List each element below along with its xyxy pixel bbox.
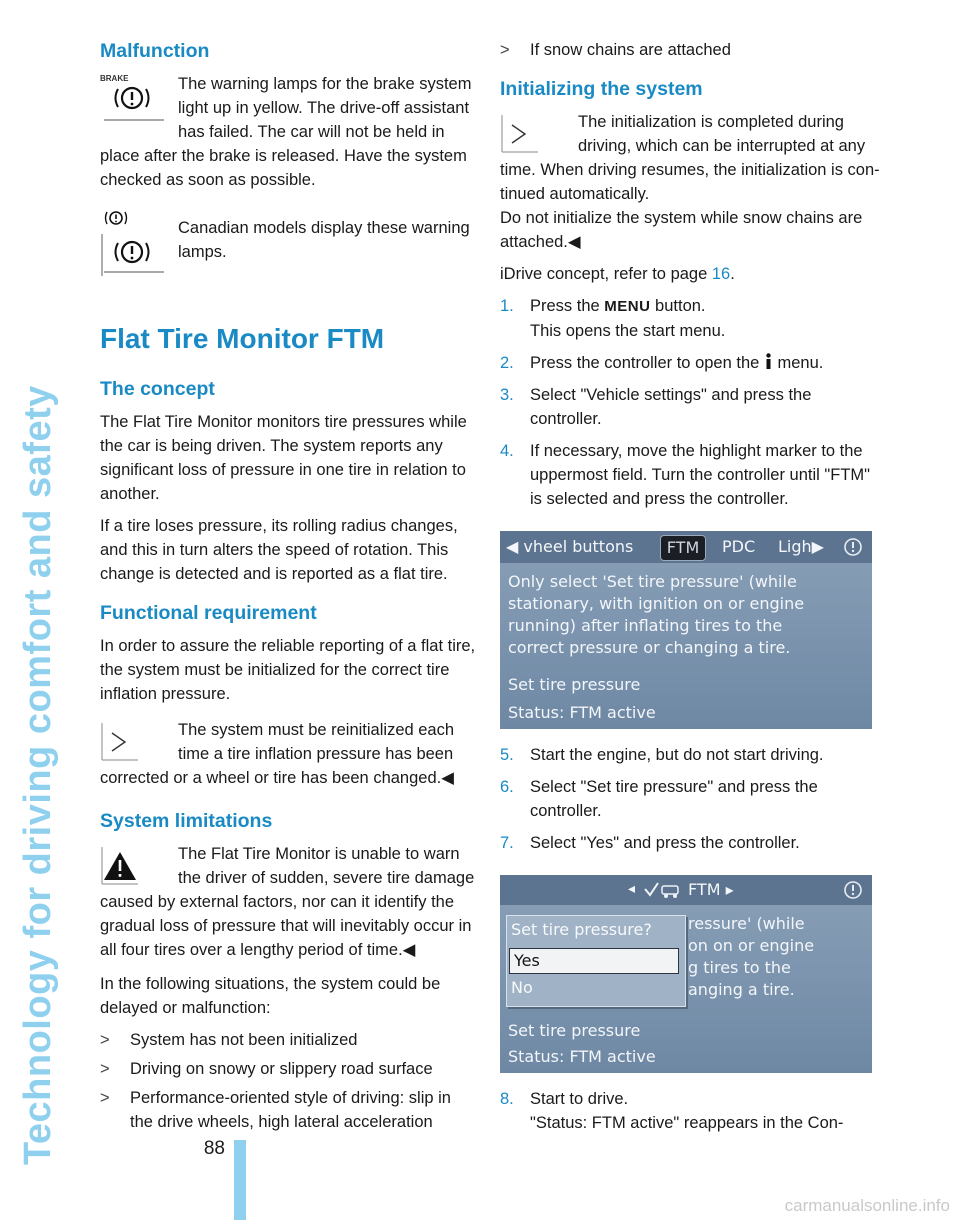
list-item: 7. Select "Yes" and press the controller. [500,834,800,852]
info-scroll-icon [840,534,866,560]
info-icon [764,353,773,370]
initialization-note [500,110,880,206]
bullet-marker: > [100,1060,110,1078]
concept-paragraph-2: If a tire loses pressure, its rolling radius changes, and this in turn alters the speed of rotation. This change is detected and is reported as a flat tire. [100,517,458,583]
bullet-marker: > [100,1031,110,1049]
warning-triangle-icon [100,844,170,890]
malfunction-heading: Malfunction [100,40,210,62]
tab-wheel-buttons: ◀ vheel buttons [506,537,634,556]
list-item: 5. Start the engine, but do not start driving. [500,746,824,764]
initializing-heading: Initializing the system [500,78,703,100]
ftm-screen-2 [500,875,872,1073]
page-number: 88 [203,1138,225,1159]
confirm-popup [506,915,686,1007]
list-item: > System has not been initialized [100,1028,478,1052]
steps-list-c [500,1087,880,1135]
canadian-warning-icon [100,206,170,276]
bullet-marker: > [100,1089,110,1107]
set-tire-pressure-option: Set tire pressure [508,675,641,694]
screen-header-ftm: FTM ▸ [688,880,734,899]
list-item: 3. Select "Vehicle settings" and press the controller. [500,386,812,428]
page-link[interactable]: 16 [711,265,731,283]
system-limitations-heading: System limitations [100,810,273,832]
malfunction-text: The warning lamps for the brake system light up in yellow. The drive-off assistant has failed. The car will not be held in place after the brake is released. Have the system checked as soon as possible. [100,75,472,189]
list-item: 8. Start to drive. "Status: FTM active" reappears in the Con- [500,1090,844,1132]
list-item: > Driving on snowy or slippery road surface [100,1057,478,1081]
bullet-marker: > [500,41,510,59]
vehicle-settings-icon [642,879,682,901]
right-column [500,38,880,1143]
concept-heading: The concept [100,378,215,400]
canadian-text: Canadian models display these warning lamps. [178,219,470,261]
ftm-screen-1 [500,531,872,729]
list-item: 6. Select "Set tire pressure" and press the controller. [500,778,818,820]
brake-icon-label: BRAKE [100,74,129,83]
functional-requirement-heading: Functional requirement [100,602,317,624]
list-item: > If snow chains are attached [500,38,880,62]
ftm-status: Status: FTM active [508,703,656,722]
screen-body-text: ressure' (while on on or engine g tires to the anging a tire. [688,914,815,999]
snow-chains-note: Do not initialize the system while snow chains are attached.◀ [500,209,863,251]
tab-pdc: PDC [722,537,756,556]
left-column [100,38,478,1142]
page-bar [234,1140,246,1220]
reinitialize-note [100,718,478,790]
list-item: 2. Press the controller to open the menu. [500,354,824,372]
popup-title: Set tire pressure? [511,920,652,939]
canadian-note [100,206,478,276]
screen-header-left: ◂ [628,881,636,897]
note-arrow-icon [100,720,170,766]
initialization-note-text: The initialization is completed during driving, which can be interrupted at any time. When driving resumes, the initialization is continued automatically. [500,113,880,203]
popup-option-no[interactable]: No [511,978,533,997]
list-item: 4. If necessary, move the highlight marker to the uppermost field. Turn the controller until "FTM" is selected and press the controller. [500,442,871,508]
limitations-list-continued [500,38,880,62]
set-tire-pressure-option: Set tire pressure [508,1021,641,1040]
functional-requirement-text: In order to assure the reliable reporting of a flat tire, the system must be initialized for the correct tire inflation pressure. [100,637,476,703]
menu-button-icon: MENU [604,298,651,315]
reinitialize-text: The system must be reinitialized each time a tire inflation pressure has been corrected or a wheel or tire has been changed.◀ [100,721,455,787]
limitations-list [100,1028,478,1134]
limitations-warning-text: The Flat Tire Monitor is unable to warn the driver of sudden, severe tire damage caused by external factors, nor can it identify the gradual loss of pressure that will inevitably occur in all four tires over a lengthy period of time.◀ [100,845,475,959]
side-title: Technology for driving comfort and safety [17,385,59,1165]
concept-paragraph-1: The Flat Tire Monitor monitors tire pressures while the car is being driven. The system reports any significant loss of pressure in one tire in relation to another. [100,413,467,503]
limitations-warning [100,842,478,962]
limitations-intro: In the following situations, the system could be delayed or malfunction: [100,975,441,1017]
steps-list-a [500,294,880,511]
tab-light: Ligh▶ [778,537,824,556]
brake-warning-icon [100,72,170,124]
steps-list-b [500,743,880,855]
footer-watermark[interactable]: carmanualsonline.info [784,1196,950,1215]
ftm-heading: Flat Tire Monitor FTM [100,323,385,354]
screen-body-text: Only select 'Set tire pressure' (while stationary, with ignition on or engine running) after inflating tires to the correct pressure or changing a tire. [508,572,805,657]
ftm-status: Status: FTM active [508,1047,656,1066]
idrive-reference: iDrive concept, refer to page 16. [500,265,735,283]
screen-header-bar [500,875,872,905]
tab-ftm: FTM [660,535,706,561]
popup-option-yes[interactable]: Yes [509,948,679,974]
list-item: 1. Press the MENU button. This opens the start menu. [500,297,726,340]
list-item: > Performance-oriented style of driving: slip in the drive wheels, high lateral acceleration [100,1086,478,1134]
brake-circle-icon [100,78,170,128]
malfunction-note [100,72,478,192]
info-scroll-icon [840,877,866,903]
note-arrow-icon [500,112,570,158]
canadian-lamp-icons [100,206,170,276]
